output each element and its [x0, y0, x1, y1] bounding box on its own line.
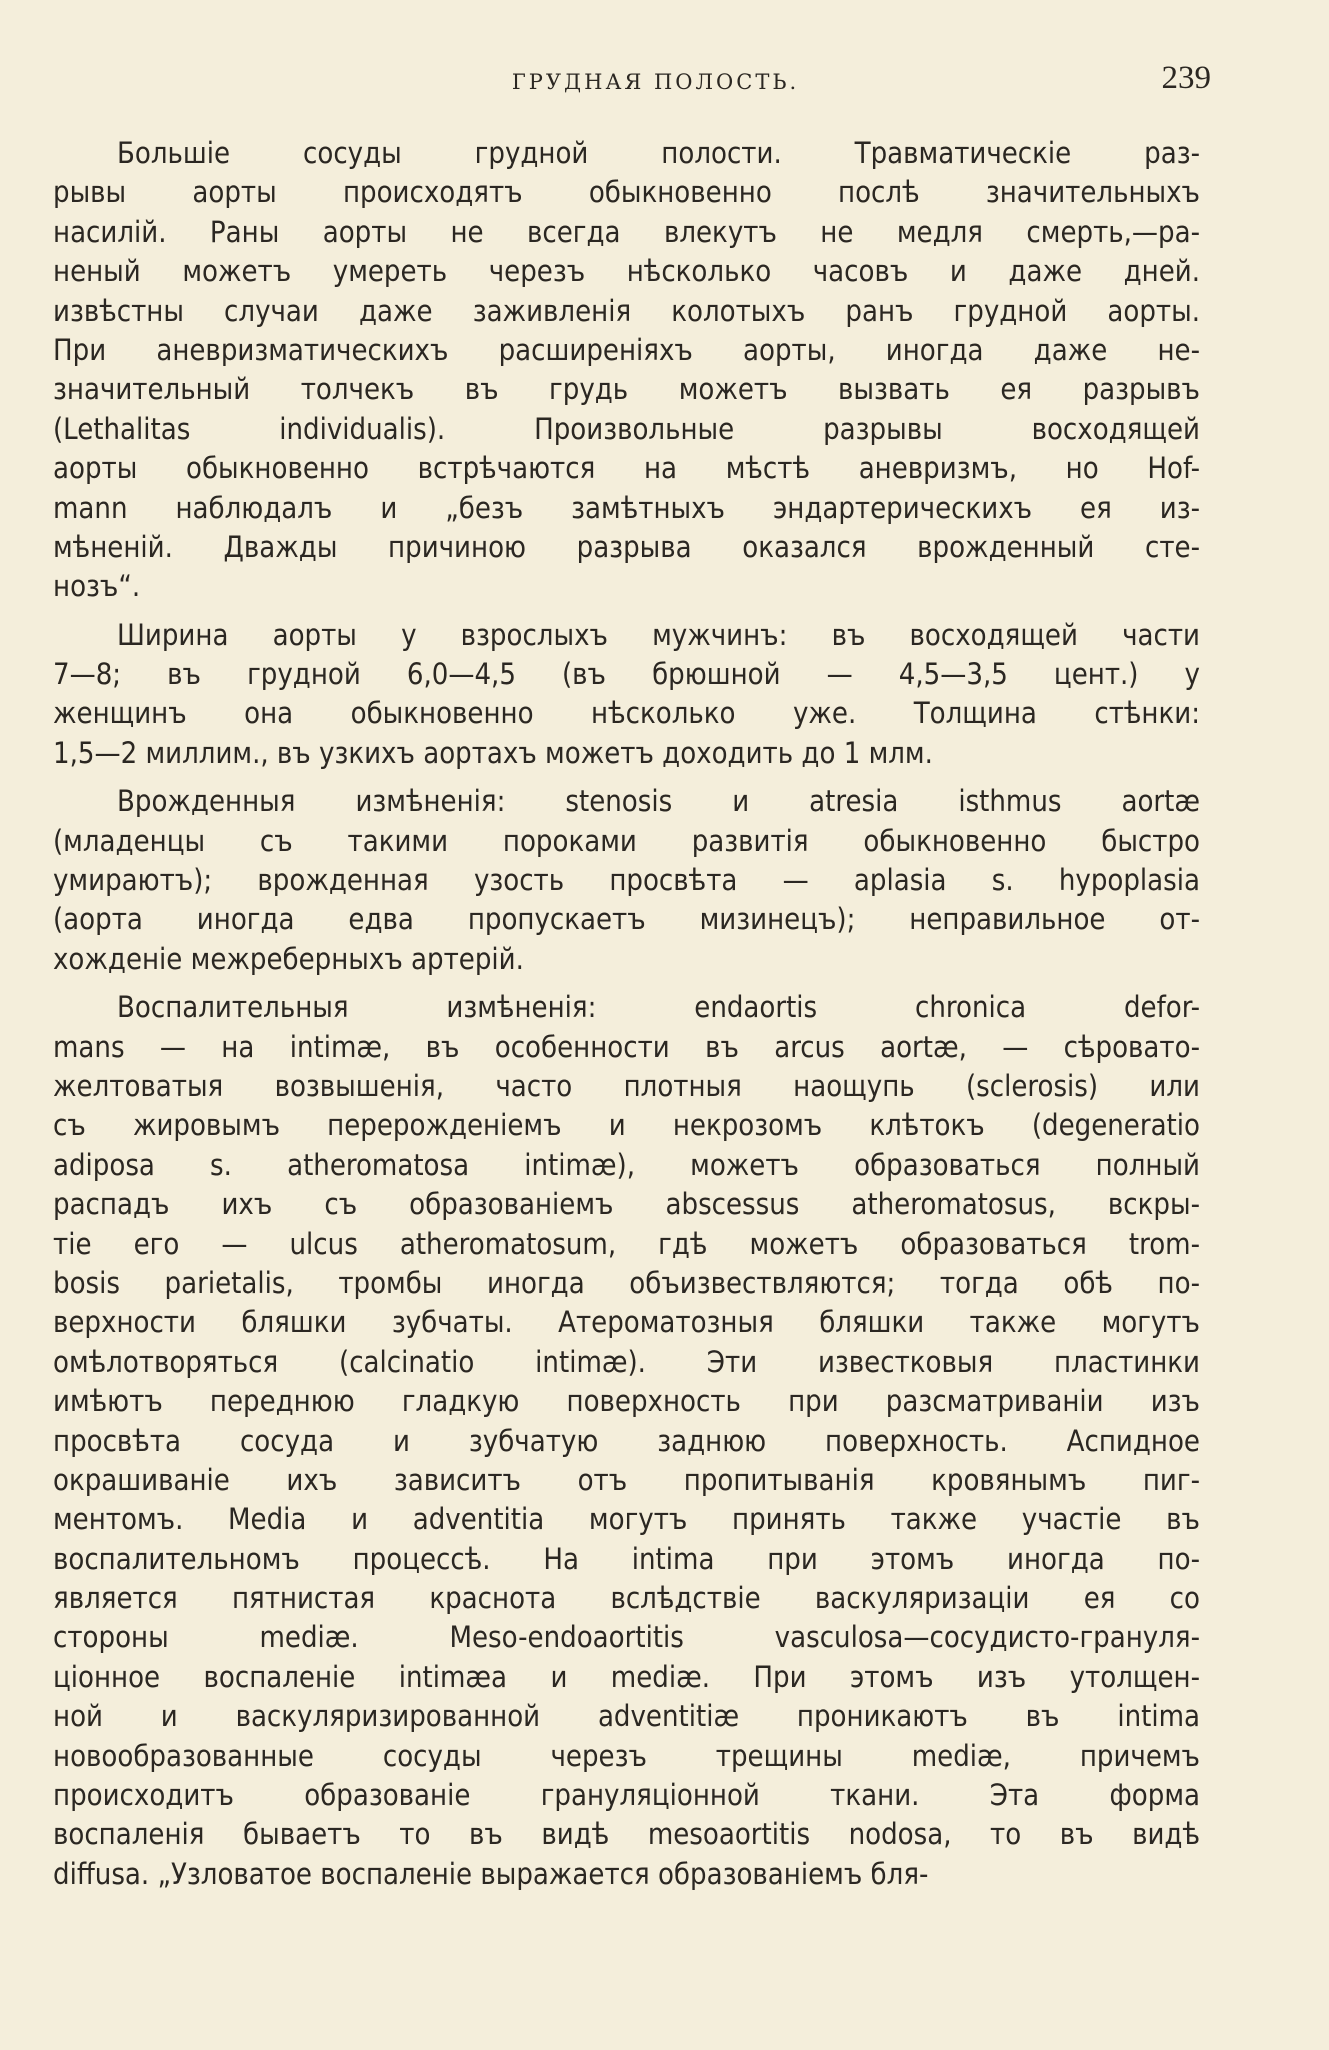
- text-line: 1,5—2 миллим., въ узкихъ аортахъ можетъ доходить до 1 млм.: [53, 735, 933, 770]
- text-line: mans — на intimæ, въ особенности въ arcus aortæ, — сѣровато-: [53, 1029, 1200, 1064]
- text-line: верхности бляшки зубчаты. Атероматозныя бляшки также могутъ: [53, 1305, 1200, 1340]
- paragraph: [53, 988, 1200, 1894]
- text-line: нозъ“.: [53, 569, 141, 604]
- text-line: Воспалительныя измѣненія: endaortis chronica defor-: [117, 990, 1200, 1025]
- text-line: Большіе сосуды грудной полости. Травматическіе раз-: [117, 136, 1200, 170]
- text-line: (младенцы съ такими пороками развитія обыкновенно быстро: [53, 823, 1200, 858]
- text-line: насилій. Раны аорты не всегда влекутъ не медля смерть,—ра-: [53, 214, 1200, 249]
- text-line: желтоватыя возвышенія, часто плотныя наощупь (sclerosis) или: [53, 1068, 1200, 1103]
- body-text: [53, 134, 1200, 1894]
- text-line: происходитъ образованіе грануляціонной ткани. Эта форма: [53, 1778, 1200, 1813]
- text-line: хожденіе межреберныхъ артерій.: [53, 941, 524, 976]
- text-line: Врожденныя измѣненія: stenosis и atresia isthmus aortæ: [117, 784, 1200, 819]
- text-line: значительный толчекъ въ грудь можетъ вызвать ея разрывъ: [53, 372, 1200, 407]
- text-line: adiposa s. atheromatosa intimæ), можетъ образоваться полный: [53, 1147, 1200, 1182]
- paragraph-gap: [53, 979, 1200, 988]
- text-line: мѣненій. Дважды причиною разрыва оказался врожденный сте-: [53, 529, 1200, 564]
- text-line: ментомъ. Media и adventitia могутъ принять также участіе въ: [53, 1502, 1200, 1537]
- text-line: bosis parietalis, тромбы иногда объизвествляются; тогда обѣ по-: [53, 1265, 1200, 1300]
- text-line: воспалительномъ процессѣ. На intima при этомъ иногда по-: [53, 1541, 1200, 1576]
- paragraph-gap: [53, 607, 1200, 616]
- paragraph: [53, 134, 1200, 607]
- text-line: ной и васкуляризированной adventitiæ проникаютъ въ intima: [53, 1699, 1200, 1734]
- text-line: новообразованные сосуды черезъ трещины mediæ, причемъ: [53, 1738, 1200, 1773]
- text-line: съ жировымъ перерожденіемъ и некрозомъ клѣтокъ (degeneratio: [53, 1108, 1200, 1143]
- text-line: (аорта иногда едва пропускаетъ мизинецъ); неправильное от-: [53, 902, 1200, 937]
- text-line: рывы аорты происходятъ обыкновенно послѣ значительныхъ: [53, 175, 1200, 210]
- running-head-title: ГРУДНАЯ ПОЛОСТЬ.: [511, 70, 800, 94]
- page-number: 239: [1161, 60, 1211, 96]
- text-line: неный можетъ умереть черезъ нѣсколько часовъ и даже дней.: [53, 254, 1200, 289]
- text-line: омѣлотворяться (calcinatio intimæ). Эти известковыя пластинки: [53, 1344, 1200, 1379]
- paragraph-gap: [53, 773, 1200, 782]
- text-line: воспаленія бываетъ то въ видѣ mesoaortitis nodosa, то въ видѣ: [53, 1817, 1200, 1852]
- text-line: Ширина аорты у взрослыхъ мужчинъ: въ восходящей части: [117, 617, 1200, 652]
- text-line: извѣстны случаи даже заживленія колотыхъ ранъ грудной аорты.: [53, 293, 1200, 328]
- text-line: аорты обыкновенно встрѣчаются на мѣстѣ аневризмъ, но Hof-: [53, 451, 1200, 486]
- text-line: mann наблюдалъ и „безъ замѣтныхъ эндартерическихъ ея из-: [53, 490, 1200, 525]
- text-line: умираютъ); врожденная узость просвѣта — aplasia s. hypoplasia: [53, 863, 1200, 898]
- text-line: просвѣта сосуда и зубчатую заднюю поверхность. Аспидное: [53, 1423, 1200, 1458]
- text-line: (Lethalitas individualis). Произвольные разрывы восходящей: [53, 411, 1200, 446]
- text-line: При аневризматическихъ расширеніяхъ аорты, иногда даже не-: [53, 332, 1200, 367]
- text-line: diffusa. „Узловатое воспаленіе выражается образованіемъ бля-: [53, 1856, 929, 1891]
- text-line: распадъ ихъ съ образованіемъ abscessus atheromatosus, вскры-: [53, 1187, 1200, 1222]
- text-line: имѣютъ переднюю гладкую поверхность при разсматриваніи изъ: [53, 1384, 1200, 1419]
- paragraph: [53, 782, 1200, 979]
- paragraph: [53, 616, 1200, 774]
- text-line: женщинъ она обыкновенно нѣсколько уже. Толщина стѣнки:: [53, 696, 1200, 731]
- text-line: является пятнистая краснота вслѣдствіе васкуляризаціи ея со: [53, 1581, 1200, 1616]
- text-line: 7—8; въ грудной 6,0—4,5 (въ брюшной — 4,5—3,5 цент.) у: [53, 657, 1200, 692]
- text-line: окрашиваніе ихъ зависитъ отъ пропитыванія кровянымъ пиг-: [53, 1462, 1200, 1497]
- text-line: стороны mediæ. Meso-endoaortitis vasculosa—сосудисто-грануля-: [53, 1620, 1200, 1655]
- running-head: [100, 60, 1211, 100]
- text-line: ціонное воспаленіе intimæa и mediæ. При этомъ изъ утолщен-: [53, 1659, 1200, 1694]
- text-line: тіе его — ulcus atheromatosum, гдѣ можетъ образоваться trom-: [53, 1226, 1200, 1261]
